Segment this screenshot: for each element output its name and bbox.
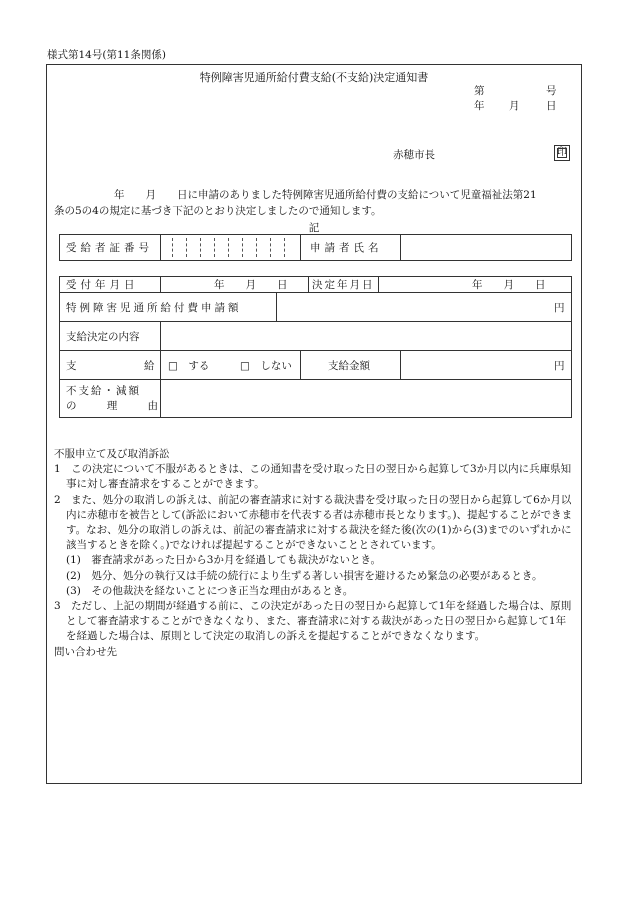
payment-label-1: 支 [66, 359, 77, 372]
decision-content-label: 支給決定の内容 [66, 330, 140, 343]
form-id: 様式第14号(第11条関係) [47, 49, 166, 61]
appeal-notes [54, 447, 576, 660]
notes-item-1: 1 この決定について不服があるときは、この通知書を受け取った日の翌日から起算して3か月以内に兵庫県知事に対し審査請求をすることができます。 [54, 463, 572, 491]
applicant-name-label: 申請者氏名 [310, 242, 383, 254]
application-amount-label: 特例障害児通所給付費申請額 [66, 301, 242, 314]
notes-item-2: 2 また、処分の取消しの訴えは、前記の審査請求に対する裁決書を受け取った日の翌日から起算して6か月以内に赤穂市を被告として(訴訟において赤穂市を代表する者は赤穂市長となります。)、提起することができます。なお、処分の取消しの訴えは、前記の審査請求に対する裁決を経た後(次の(1)から(3)までのいずれかに該当するときを除く。)でなければ提起することができないこととされています。 [54, 493, 573, 552]
notes-sub-3: (3) その他裁決を経ないことにつき正当な理由があるとき。 [66, 584, 354, 597]
recipient-number-label: 受給者証番号 [66, 242, 153, 254]
intro-line-1: 年 月 日に申請のありました特例障害児通所給付費の支給について児童福祉法第21 [114, 189, 537, 201]
contact-label: 問い合わせ先 [54, 645, 117, 658]
document-title: 特例障害児通所給付費支給(不支給)決定通知書 [199, 71, 429, 84]
recipient-row [60, 235, 571, 260]
notes-sub-2: (2) 処分、処分の執行又は手続の続行により生ずる著しい損害を避けるため緊急の必要があるとき。 [66, 569, 543, 582]
received-date-value: 年 月 日 [214, 279, 288, 291]
received-date-label: 受付年月日 [66, 279, 139, 291]
decision-content-row [60, 322, 571, 351]
seal-mark: 印 [554, 145, 570, 161]
notes-sub-1: (1) 審査請求があった日から3か月を経過しても裁決がないとき。 [66, 554, 382, 567]
payment-amount-label: 支給金額 [328, 359, 370, 372]
date-year-label: 年 [474, 100, 485, 112]
application-amount-yen: 円 [554, 301, 565, 314]
notes-item-3: 3 ただし、上記の期間が経過する前に、この決定があった日の翌日から起算して1年を経過した場合は、原則として審査請求することができなくなり、また、審査請求に対する裁決があった日の翌日から起算して1年を経過した場合は、原則として決定の取消しの訴えを提起することができなくなります。 [54, 600, 572, 643]
intro-line-2: 条の5の4の規定に基づき下記のとおり決定しましたので通知します。 [54, 205, 382, 217]
date-month-label: 月 [509, 100, 520, 112]
decision-date-value: 年 月 日 [472, 279, 546, 291]
decision-table [59, 276, 572, 418]
recipient-table [59, 234, 572, 261]
application-amount-row [60, 293, 571, 322]
payment-no-option[interactable]: □ しない [240, 359, 292, 372]
payment-yes-option[interactable]: □ する [168, 359, 210, 372]
ki-heading: 記 [308, 222, 320, 234]
dates-row [60, 277, 571, 293]
issuer-name: 赤穂市長 [393, 149, 435, 161]
reason-label: 不支給・減額 の 理 由 [66, 384, 158, 412]
payment-label-2: 給 [144, 359, 155, 372]
payment-amount-yen: 円 [554, 359, 565, 372]
number-label-go: 号 [546, 85, 557, 97]
payment-row [60, 351, 571, 380]
decision-date-label: 決定年月日 [312, 279, 375, 291]
reason-row [60, 380, 571, 417]
notes-heading: 不服申立て及び取消訴訟 [54, 448, 170, 460]
number-label-dai: 第 [474, 85, 485, 97]
notice-frame [46, 64, 582, 784]
date-day-label: 日 [546, 100, 557, 112]
